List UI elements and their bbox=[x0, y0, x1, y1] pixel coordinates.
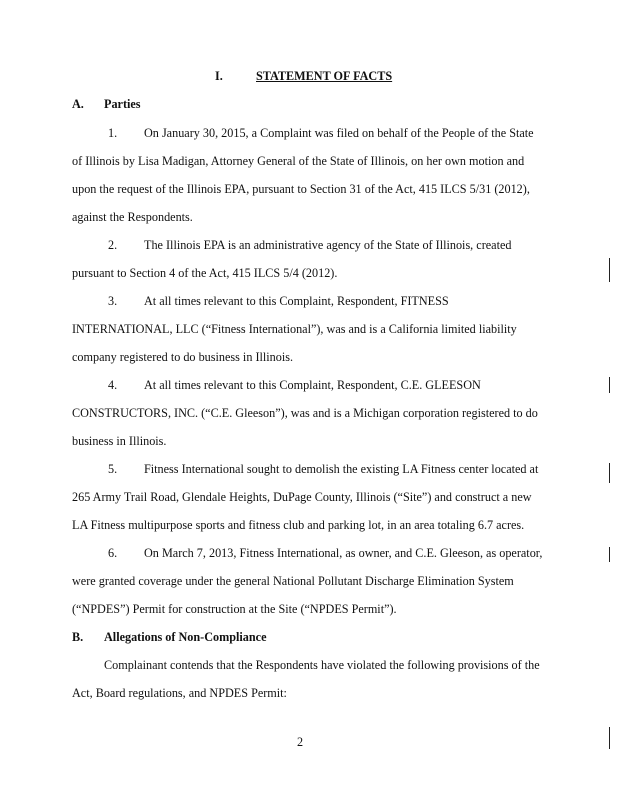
paragraph-3-line: INTERNATIONAL, LLC (“Fitness International”), was and is a California limited liability bbox=[72, 322, 517, 336]
paragraph-3-line: company registered to do business in Illinois. bbox=[72, 350, 294, 364]
subsection-b-letter: B. bbox=[72, 630, 84, 644]
paragraph-7-line: Complainant contends that the Respondents have violated the following provisions of the bbox=[104, 658, 540, 672]
paragraph-4-line: At all times relevant to this Complaint, Respondent, C.E. GLEESON bbox=[144, 378, 481, 392]
paragraph-5-number: 5. bbox=[108, 462, 118, 476]
revision-bar bbox=[609, 377, 610, 393]
section-title: STATEMENT OF FACTS bbox=[256, 69, 393, 83]
paragraph-2-number: 2. bbox=[108, 238, 118, 252]
section-numeral: I. bbox=[215, 69, 223, 83]
paragraph-2-line: The Illinois EPA is an administrative agency of the State of Illinois, created bbox=[144, 238, 512, 252]
paragraph-5-line: 265 Army Trail Road, Glendale Heights, DuPage County, Illinois (“Site”) and construct a new bbox=[72, 490, 532, 504]
paragraph-3-number: 3. bbox=[108, 294, 118, 308]
subsection-a-title: Parties bbox=[104, 97, 141, 111]
paragraph-3-line: At all times relevant to this Complaint, Respondent, FITNESS bbox=[144, 294, 449, 308]
paragraph-4-line: CONSTRUCTORS, INC. (“C.E. Gleeson”), was and is a Michigan corporation registered to do bbox=[72, 406, 538, 420]
paragraph-1-line: upon the request of the Illinois EPA, pursuant to Section 31 of the Act, 415 ILCS 5/31 (2012), bbox=[72, 182, 530, 196]
paragraph-6-number: 6. bbox=[108, 546, 118, 560]
paragraph-6-line: (“NPDES”) Permit for construction at the Site (“NPDES Permit”). bbox=[72, 602, 397, 616]
paragraph-4-line: business in Illinois. bbox=[72, 434, 167, 448]
paragraph-1-line: of Illinois by Lisa Madigan, Attorney General of the State of Illinois, on her own motion and bbox=[72, 154, 525, 168]
paragraph-6-line: On March 7, 2013, Fitness International, as owner, and C.E. Gleeson, as operator, bbox=[144, 546, 543, 560]
page-number: 2 bbox=[297, 735, 304, 749]
revision-bar bbox=[609, 258, 610, 282]
paragraph-6-line: were granted coverage under the general National Pollutant Discharge Elimination System bbox=[72, 574, 514, 588]
paragraph-1-line: On January 30, 2015, a Complaint was filed on behalf of the People of the State bbox=[144, 126, 534, 140]
paragraph-2-line: pursuant to Section 4 of the Act, 415 ILCS 5/4 (2012). bbox=[72, 266, 338, 280]
paragraph-5-line: LA Fitness multipurpose sports and fitness club and parking lot, in an area totaling 6.7 acres. bbox=[72, 518, 525, 532]
paragraph-7-line: Act, Board regulations, and NPDES Permit: bbox=[72, 686, 287, 700]
paragraph-4-number: 4. bbox=[108, 378, 118, 392]
revision-bar bbox=[609, 727, 610, 749]
subsection-b-title: Allegations of Non-Compliance bbox=[104, 630, 267, 644]
paragraph-1-number: 1. bbox=[108, 126, 118, 140]
paragraph-5-line: Fitness International sought to demolish the existing LA Fitness center located at bbox=[144, 462, 539, 476]
revision-bar bbox=[609, 547, 610, 562]
subsection-a-letter: A. bbox=[72, 97, 84, 111]
paragraph-1-line: against the Respondents. bbox=[72, 210, 193, 224]
revision-bar bbox=[609, 463, 610, 483]
